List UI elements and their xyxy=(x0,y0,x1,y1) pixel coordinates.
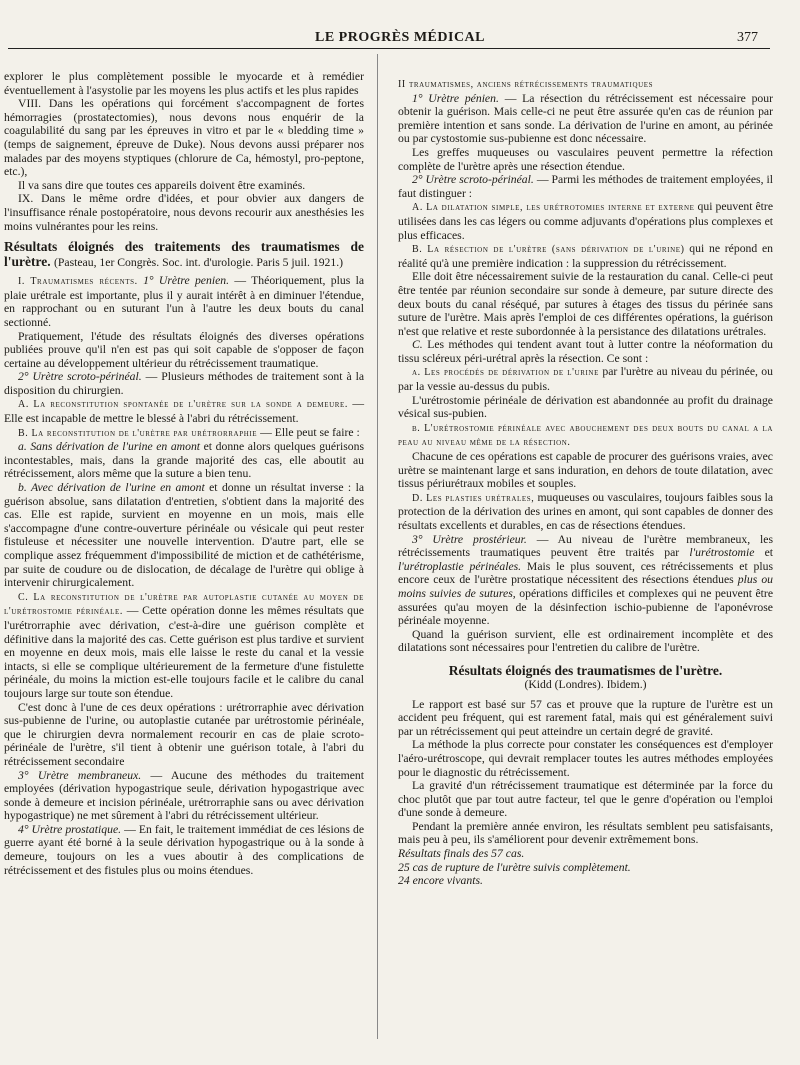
subsection-label: b. L'urétrostomie périnéale avec abouchement des deux bouts du canal a la peau au niveau même de la résection. xyxy=(398,422,774,449)
subsection-heading: 3° Urètre prostérieur. xyxy=(412,532,527,546)
paragraph-text: qui ne répond en réalité qu'à une première indication : la suppression du rétrécissement. xyxy=(398,242,774,270)
paragraph xyxy=(398,365,773,393)
subsection-heading: 1° Urètre pénien. xyxy=(412,91,499,105)
paragraph-text: — Plusieurs méthodes de traitement sont à la disposition du chirurgien. xyxy=(4,370,365,397)
subsection-label: C. La reconstitution de l'urètre par autoplastie cutanée au moyen de l'urétrostomie périnéale. xyxy=(4,591,364,618)
paragraph xyxy=(398,92,773,146)
subsection-label: a. Les procédés de dérivation de l'urine xyxy=(412,367,599,379)
paragraph: VIII. Dans les opérations qui forcément s'accompagnent de fortes hémorragies (prostatectomies), nous devons nous enquérir de la coagulabilité du sang par les épreuves in vitro et par le « bledding time » (temps de saignement, épreuve de Duke). Nous devons aussi préparer nos malades par des moyens styptiques (chlorure de Ca, hémostyl, pro-peptone, etc.), xyxy=(4,97,364,179)
paragraph: La gravité d'un rétrécissement traumatique est déterminée par la force du choc plutôt que par tout autre facteur, tel que le genre d'opération ou l'emploi d'une sonde à demeure. xyxy=(398,779,773,820)
subsection-label: A. La reconstitution spontanée de l'urètre sur la sonde a demeure. xyxy=(18,399,349,411)
paragraph-text: Mais le plus souvent, ces rétrécissements et plus encore ceux de l'urètre prostatique nécessitent des résections étendues xyxy=(398,559,773,587)
subsection-label: C. xyxy=(412,338,423,352)
emphasis: l'urétrostomie xyxy=(689,546,755,560)
paragraph xyxy=(398,533,773,628)
emphasis: plus ou moins suivies de sutures, xyxy=(398,573,774,600)
paragraph-text: Les méthodes qui tendent avant tout à lutter contre la néoformation du tissu scléreux péri-urétral après la résection. Ce sont : xyxy=(398,338,774,365)
paragraph-text: — Au niveau de l'urètre membraneux, les rétrécissements traumatiques peuvent être traités par xyxy=(398,532,774,560)
paragraph-text: — Elle est incapable de mettre le blessé à l'abri du rétrécissement. xyxy=(4,397,364,426)
subsection-heading: 3° Urètre membraneux. xyxy=(18,768,142,782)
results-line: 24 encore vivants. xyxy=(398,874,483,888)
subsection-heading: 2° Urètre scroto-périnéal. xyxy=(18,370,142,384)
paragraph-text: et xyxy=(764,546,774,560)
paragraph xyxy=(398,242,773,270)
paragraph-text: — En fait, le traitement immédiat de ces lésions de guerre ayant été borné à la seule dérivation hypogastrique ou à la sonde à demeure, toujours on les a vues aboutir à des complications de rétrécissement et des fistules plus ou moins étendues. xyxy=(4,822,365,877)
paragraph-text: par l'urètre au niveau du périnée, ou par la vessie au-dessus du pubis. xyxy=(398,365,773,394)
results-line: 25 cas de rupture de l'urètre suivis complètement. xyxy=(398,860,631,874)
paragraph-text: — Théoriquement, plus la plaie urétrale est importante, plus il y aurait intérêt à en diminuer l'étendue, en rapprochant ou en suturant l'un à l'autre les deux bouts du canal sectionné. xyxy=(4,274,365,329)
subsection-label: B. La reconstitution de l'urètre par urétrorraphie xyxy=(18,427,258,439)
section-reference: (Kidd (Londres). Ibidem.) xyxy=(524,677,647,691)
paragraph: Quand la guérison survient, elle est ordinairement incomplète et des dilatations sont nécessaires pour l'entretien du calibre de l'urètre. xyxy=(398,627,773,655)
paragraph: Elle doit être nécessairement suivie de la restauration du canal. Celle-ci peut être tentée par réunion secondaire sur sonde à demeure, par suture directe des deux bouts du canal réséqué, par sutures à étages des tissus du périnée sans suture de l'urètre. Mais après l'emploi de ces différentes opérations, la guérison n'est que relative et reste subordonnée à la persistance des dilatations urétrales. xyxy=(398,270,773,338)
paragraph-text: — Aucune des méthodes du traitement employées (dérivation hypogastrique seule, dérivation hypogastrique avec sonde à demeure et incision périnéale, urétrorraphie sans ou avec dérivation hypogastrique) ne met sûrement à l'abri du rétrécissement ultérieur. xyxy=(4,768,365,823)
paragraph: explorer le plus complètement possible le myocarde et à remédier éventuellement à l'asystolie par les moyens les plus actifs et les plus rapides xyxy=(4,70,364,97)
paragraph-text: muqueuses ou vasculaires, toujours faibles sous la protection de la dérivation des urines en amont, qui sont capables de donner des résultats excellents et durables, en cas de résections étendues. xyxy=(398,490,774,532)
paragraph xyxy=(398,421,773,450)
page-header xyxy=(0,28,800,50)
paragraph xyxy=(4,274,364,329)
subsection-label: I. Traumatismes récents. xyxy=(18,276,138,288)
paragraph xyxy=(4,426,364,441)
paragraph-text: — Cette opération donne les mêmes résultats que l'urétrorraphie avec dérivation, c'est-à-dire une guérison complète et définitive dans la majorité des cas. Cette guérison est plus tardive et survient en moyenne en deux mois, mais elle laisse le reste du canal et la vessie intacts, si elle se complique ultérieurement de la fermeture d'une fistulette périnéale, du moins la miction est-elle toujours facile et le calibre du canal toujours large sur toute son étendue. xyxy=(4,604,364,700)
paragraph xyxy=(398,173,773,200)
paragraph-text: et donne un résultat inverse : la guérison absolue, sans dilatation d'entretien, s'obtient dans la majorité des cas. Elle est rapide, survient en moyenne en un mois, mais elle s'accompagne d'une contre-ouverture périnéale ou vésicale qui peut rester fistuleuse et nécessiter une nouvelle intervention. D'autre part, elle se complique assez fréquemment d'impossibilité de miction et de cathétérisme, par suite de coudure ou de dislocation, de décalage de l'urètre qui oblige à intervenir chirurgicalement. xyxy=(4,481,365,590)
paragraph-text: — Elle peut se faire : xyxy=(260,425,360,439)
paragraph: Pendant la première année environ, les résultats semblent peu satisfaisants, mais peu à peu, ils s'améliorent pour devenir extrêmement bons. xyxy=(398,819,773,847)
paragraph xyxy=(4,590,364,701)
paragraph xyxy=(4,370,364,397)
paragraph: Chacune de ces opérations est capable de procurer des guérisons vraies, avec urètre se maintenant large et sans induration, en dehors de toute dilatation, avec tissus périurétraux mobiles et souples. xyxy=(398,450,773,491)
paragraph xyxy=(4,823,364,877)
header-rule xyxy=(8,48,770,49)
subsection-label: A. La dilatation simple, les urétrotomies interne et externe xyxy=(412,202,695,214)
subsection-heading: 1° Urètre penien. xyxy=(143,274,230,288)
subsection-heading: b. Avec dérivation de l'urine en amont xyxy=(18,481,205,495)
paragraph xyxy=(398,491,773,533)
subsection-heading: 4° Urètre prostatique. xyxy=(18,822,122,836)
section-title xyxy=(4,239,364,270)
paragraph xyxy=(4,397,364,425)
paragraph xyxy=(4,440,364,481)
running-title: LE PROGRÈS MÉDICAL xyxy=(314,30,486,45)
subsection-label: II traumatismes, anciens rétrécissements traumatiques xyxy=(398,79,654,90)
subsection-heading: 2° Urètre scroto-périnéal. xyxy=(412,173,534,187)
subsection-label: B. La résection de l'urètre (sans dérivation de l'urine) xyxy=(412,244,685,256)
section-reference: (Pasteau, 1er Congrès. Soc. int. d'urologie. Paris 5 juil. 1921.) xyxy=(53,256,344,270)
paragraph: La méthode la plus correcte pour constater les conséquences est d'employer l'aéro-urétroscope, qui devrait remplacer toutes les autres méthodes employées pour le diagnostic du rétrécissement. xyxy=(398,738,773,779)
paragraph: IX. Dans le même ordre d'idées, et pour obvier aux dangers de l'insuffisance rénale postopératoire, nous devons recourir aux anesthésies les moins vulnérantes pour les reins. xyxy=(4,192,364,233)
paragraph: C'est donc à l'une de ces deux opérations : urétrorraphie avec dérivation sus-pubienne de l'urine, ou autoplastie cutanée par urétrostomie périnéale, que le chirurgien devra normalement recourir en cas de plaie scroto-périnéale de l'urètre, s'il tient à obtenir une guérison totale, à l'abri du rétrécissement secondaire xyxy=(4,700,364,768)
paragraph: L'urétrostomie périnéale de dérivation est abandonnée au profit du drainage vésical sus-pubien. xyxy=(398,393,773,421)
paragraph-text: qui peuvent être utilisées dans les cas légers ou comme adjuvants d'opérations plus complexes et plus efficaces. xyxy=(398,200,774,242)
subsection-label: D. Les plasties urétrales, xyxy=(412,492,535,504)
subsection-heading: a. Sans dérivation de l'urine en amont xyxy=(18,440,201,454)
paragraph: Les greffes muqueuses ou vasculaires peuvent permettre la réfection complète de l'urètre après une résection étendue. xyxy=(398,145,773,173)
paragraph-text: — Parmi les méthodes de traitement employées, il faut distinguer : xyxy=(398,173,774,200)
left-column xyxy=(4,70,364,877)
paragraph-text: — La résection du rétrécissement est nécessaire pour obtenir la guérison. Mais celle-ci ne peut être assurée qu'en cas de réunion par première intention et sans sonde. La dérivation de l'urine en amont, au périnée ou par cystostomie sus-pubienne est donc nécessaire. xyxy=(398,91,773,146)
paragraph: Pratiquement, l'étude des résultats éloignés des diverses opérations publiées prouve qu'il n'en est pas qui soit capable de s'opposer de façon certaine au développement ultérieur du rétrécissement traumatique. xyxy=(4,329,364,370)
right-column xyxy=(398,78,773,888)
column-divider xyxy=(377,54,378,1039)
paragraph-text: opérations difficiles et complexes qui ne peuvent être assurées qu'au moyen de la désinfection ischio-pubienne de l'aponévrose périnéale moyenne. xyxy=(398,586,774,628)
results-heading: Résultats finals des 57 cas. xyxy=(398,847,525,861)
paragraph xyxy=(4,481,364,590)
paragraph xyxy=(4,769,364,823)
paragraph: Il va sans dire que toutes ces appareils doivent être examinés. xyxy=(18,178,306,192)
paragraph xyxy=(398,200,773,242)
paragraph: Le rapport est basé sur 57 cas et prouve que la rupture de l'urètre est un accident peu fréquent, qui est rarement fatal, mais qui est généralement suivi par un rétrécissement qui peut atteindre un certain degré de gravité. xyxy=(398,697,773,738)
paragraph-text: et donne alors quelques guérisons incontestables, mais, dans la grande majorité des cas, elle aboutit au rétrécissement, alors même que la suture a bien tenu. xyxy=(4,440,364,481)
page-number: 377 xyxy=(737,30,758,45)
section-title-text: Résultats éloignés des traitements des traumatismes de l'urètre. xyxy=(4,239,364,270)
section-title: Résultats éloignés des traumatismes de l'urètre. xyxy=(448,662,723,678)
paragraph xyxy=(398,338,773,365)
emphasis: l'urétroplastie périnéales. xyxy=(398,559,522,573)
